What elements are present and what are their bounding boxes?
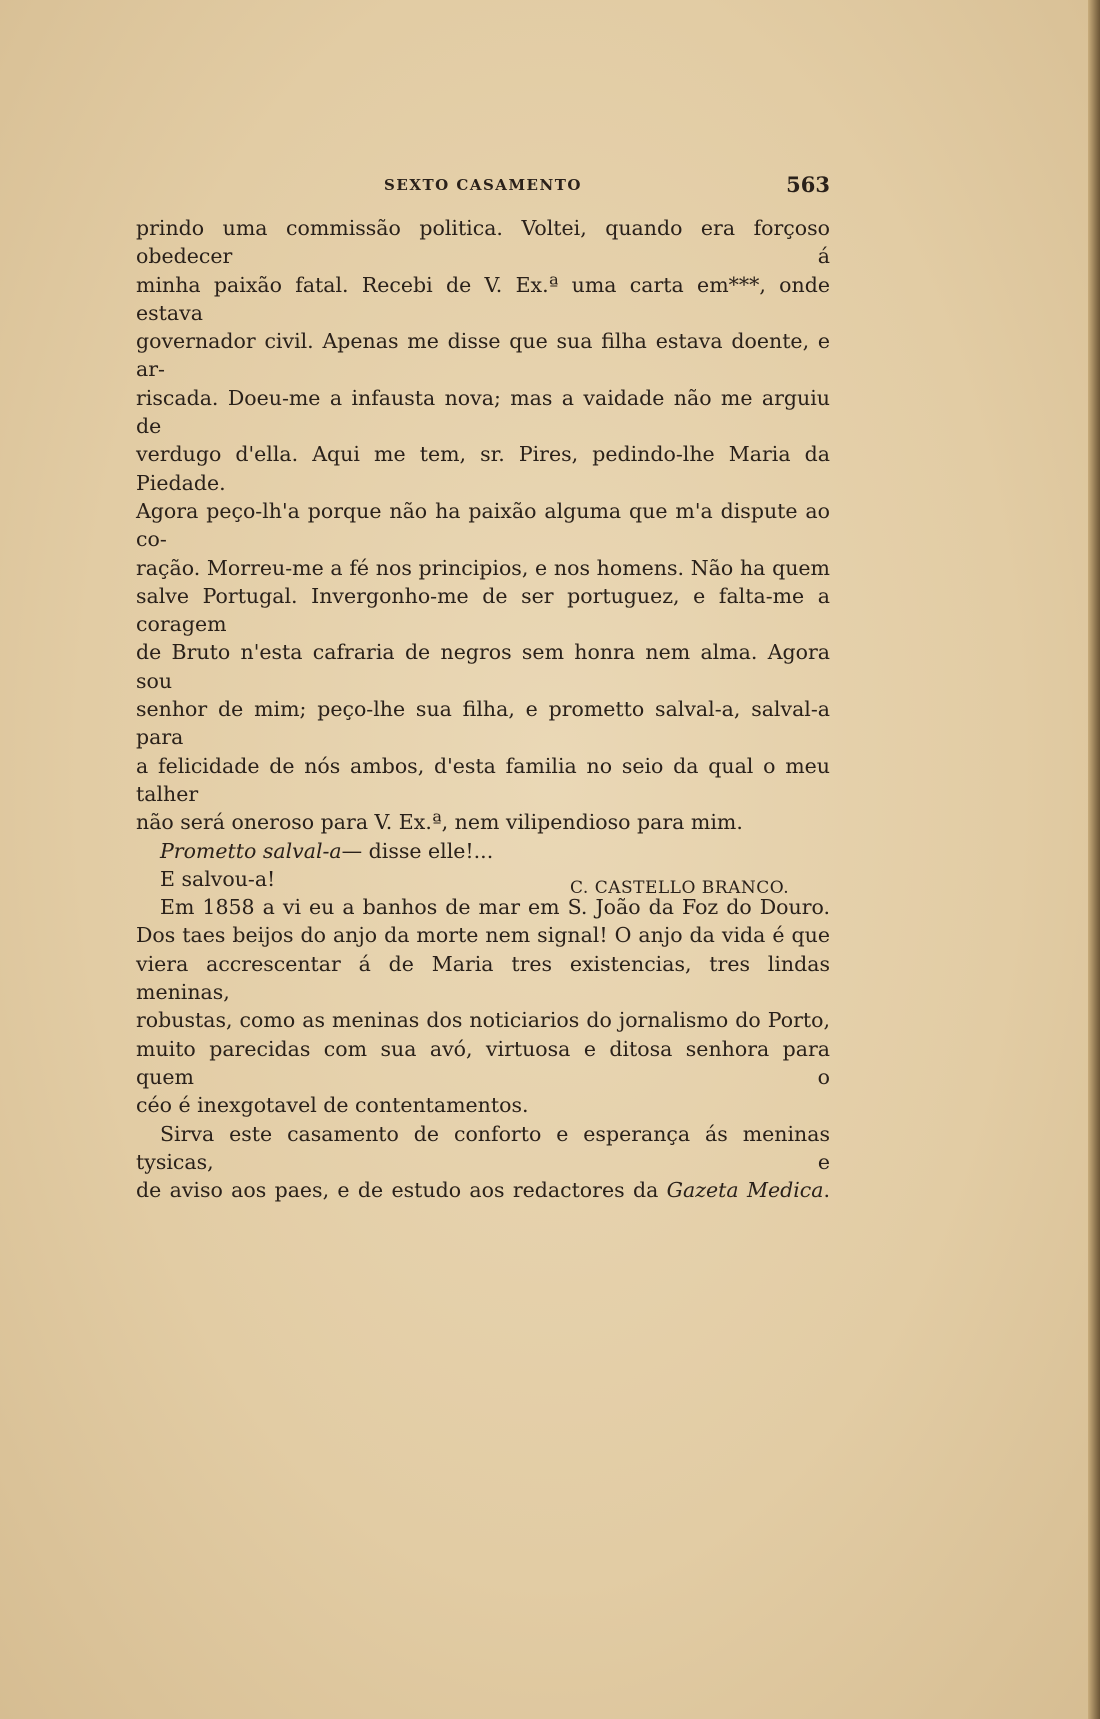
text-line: Em 1858 a vi eu a banhos de mar em S. João da Foz do Douro. (160, 895, 830, 920)
text-line: viera accrescentar á de Maria tres existencias, tres lindas meninas, (136, 951, 830, 1005)
text-line-final (136, 1176, 830, 1204)
text-line: céo é inexgotavel de contentamentos. (136, 1093, 529, 1118)
italic-quote: Prometto salval-a (160, 838, 342, 863)
body-text (136, 214, 830, 1204)
text-line: Sirva este casamento de conforto e esperança ás meninas tysicas, e (136, 1121, 830, 1174)
text-line: riscada. Doeu-me a infausta nova; mas a vaidade não me arguiu de (136, 385, 830, 439)
final-line-suffix: . (823, 1178, 830, 1203)
text-line: muito parecidas com sua avó, virtuosa e ditosa senhora para quem o (136, 1036, 830, 1089)
author-signature: C. CASTELLO BRANCO. (570, 878, 790, 898)
journal-title: Gazeta Medica (666, 1178, 824, 1203)
text-line: senhor de mim; peço-lhe sua filha, e prometto salval-a, salval-a para (136, 697, 830, 750)
binding-edge (1088, 0, 1100, 1719)
text-line: salve Portugal. Invergonho-me de ser portuguez, e falta-me a coragem (136, 583, 830, 637)
text-line: de Bruto n'esta cafraria de negros sem honra nem alma. Agora sou (136, 640, 830, 693)
text-line: minha paixão fatal. Recebi de V. Ex.ª uma carta em***, onde estava (136, 272, 830, 325)
final-line-prefix: de aviso aos paes, e de estudo aos redactores da (136, 1178, 667, 1203)
text-line: verdugo d'ella. Aqui me tem, sr. Pires, pedindo-lhe Maria da Piedade. (136, 442, 830, 495)
text-line: robustas, como as meninas dos noticiarios do jornalismo do Porto, (136, 1008, 830, 1033)
text-line: prindo uma commissão politica. Voltei, quando era forçoso obedecer á (136, 216, 830, 269)
text-line: Dos taes beijos do anjo da morte nem signal! O anjo da vida é que (136, 923, 830, 948)
page-header (136, 172, 830, 202)
text-line: não será oneroso para V. Ex.ª, nem vilipendioso para mim. (136, 810, 743, 835)
text-line: a felicidade de nós ambos, d'esta familia no seio da qual o meu talher (136, 753, 830, 806)
quote-attribution: — disse elle!... (341, 838, 494, 863)
text-line: Agora peço-lh'a porque não ha paixão alguma que m'a dispute ao co- (136, 498, 830, 552)
short-paragraph: E salvou-a! (160, 866, 276, 891)
text-line: governador civil. Apenas me disse que sua filha estava doente, e ar- (136, 329, 830, 382)
text-line: ração. Morreu-me a fé nos principios, e nos homens. Não ha quem (136, 555, 830, 580)
page-number: 563 (786, 172, 830, 197)
running-title: SEXTO CASAMENTO (384, 176, 582, 194)
quote-paragraph (136, 837, 830, 865)
